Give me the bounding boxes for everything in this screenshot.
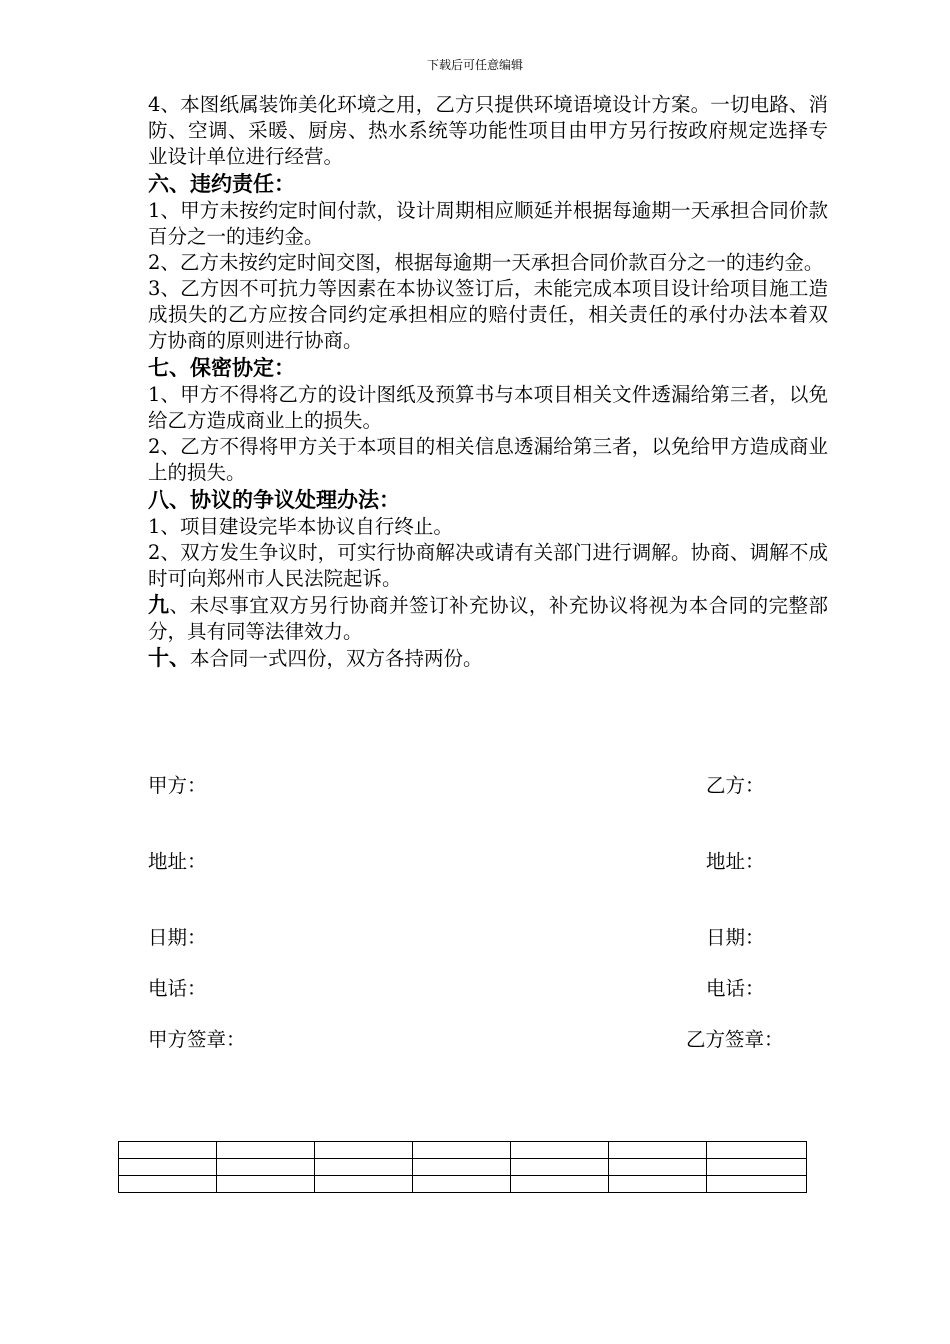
section-10	[148, 645, 828, 672]
table-row	[119, 1142, 807, 1159]
table-cell	[511, 1142, 609, 1159]
address-a-label: 地址：	[148, 850, 207, 873]
table-cell	[413, 1159, 511, 1176]
section-9	[148, 592, 828, 645]
seal-b-label: 乙方签章：	[686, 1028, 784, 1051]
table-cell	[119, 1159, 217, 1176]
party-b-label: 乙方：	[706, 774, 765, 797]
table-cell	[511, 1176, 609, 1193]
section-10-text: 本合同一式四份，双方各持两份。	[190, 647, 483, 670]
table-cell	[609, 1142, 707, 1159]
table-cell	[707, 1159, 807, 1176]
section-6-item-1: 1、甲方未按约定时间付款，设计周期相应顺延并根据每逾期一天承担合同价款百分之一的违约金。	[148, 199, 828, 248]
section-9-lead: 九	[148, 593, 170, 617]
address-b-label: 地址：	[706, 850, 765, 873]
section-7-title: 七、保密协定：	[148, 356, 295, 380]
table-cell	[511, 1159, 609, 1176]
party-a-label: 甲方：	[148, 774, 207, 797]
section-6-title: 六、违约责任：	[148, 172, 295, 196]
table-row	[119, 1159, 807, 1176]
table-cell	[315, 1159, 413, 1176]
blank-footer-table	[118, 1141, 807, 1193]
section-8-item-2: 2、双方发生争议时，可实行协商解决或请有关部门进行调解。协商、调解不成时可向郑州市人民法院起诉。	[148, 541, 828, 590]
date-a-label: 日期：	[148, 926, 207, 949]
table-cell	[609, 1159, 707, 1176]
section-7-item-2: 2、乙方不得将甲方关于本项目的相关信息透漏给第三者，以免给甲方造成商业上的损失。	[148, 435, 828, 484]
table-cell	[707, 1176, 807, 1193]
table-cell	[413, 1142, 511, 1159]
table-cell	[119, 1176, 217, 1193]
table-cell	[413, 1176, 511, 1193]
section-10-lead: 十、	[148, 646, 190, 670]
table-cell	[315, 1176, 413, 1193]
seal-a-label: 甲方签章：	[148, 1028, 246, 1051]
section-8-item-1: 1、项目建设完毕本协议自行终止。	[148, 515, 453, 538]
table-cell	[707, 1142, 807, 1159]
table-cell	[217, 1176, 315, 1193]
table-cell	[217, 1159, 315, 1176]
table-cell	[315, 1142, 413, 1159]
phone-a-label: 电话：	[148, 977, 207, 1000]
clause-4: 4、本图纸属装饰美化环境之用，乙方只提供环境语境设计方案。一切电路、消防、空调、采暖、厨房、热水系统等功能性项目由甲方另行按政府规定选择专业设计单位进行经营。	[148, 93, 828, 168]
table-cell	[217, 1142, 315, 1159]
section-9-text: 、未尽事宜双方另行协商并签订补充协议，补充协议将视为本合同的完整部分，具有同等法律效力。	[148, 594, 828, 643]
page-header: 下载后可任意编辑	[426, 58, 523, 72]
section-6-item-3: 3、乙方因不可抗力等因素在本协议签订后，未能完成本项目设计给项目施工造成损失的乙方应按合同约定承担相应的赔付责任，相关责任的承付办法本着双方协商的原则进行协商。	[148, 277, 828, 352]
phone-b-label: 电话：	[706, 977, 765, 1000]
section-6-item-2: 2、乙方未按约定时间交图，根据每逾期一天承担合同价款百分之一的违约金。	[148, 251, 824, 274]
table-row	[119, 1176, 807, 1193]
table-cell	[119, 1142, 217, 1159]
section-8-title: 八、协议的争议处理办法：	[148, 488, 400, 512]
contract-body	[148, 92, 828, 672]
section-7-item-1: 1、甲方不得将乙方的设计图纸及预算书与本项目相关文件透漏给第三者，以免给乙方造成商业上的损失。	[148, 383, 828, 432]
table-cell	[609, 1176, 707, 1193]
date-b-label: 日期：	[706, 926, 765, 949]
